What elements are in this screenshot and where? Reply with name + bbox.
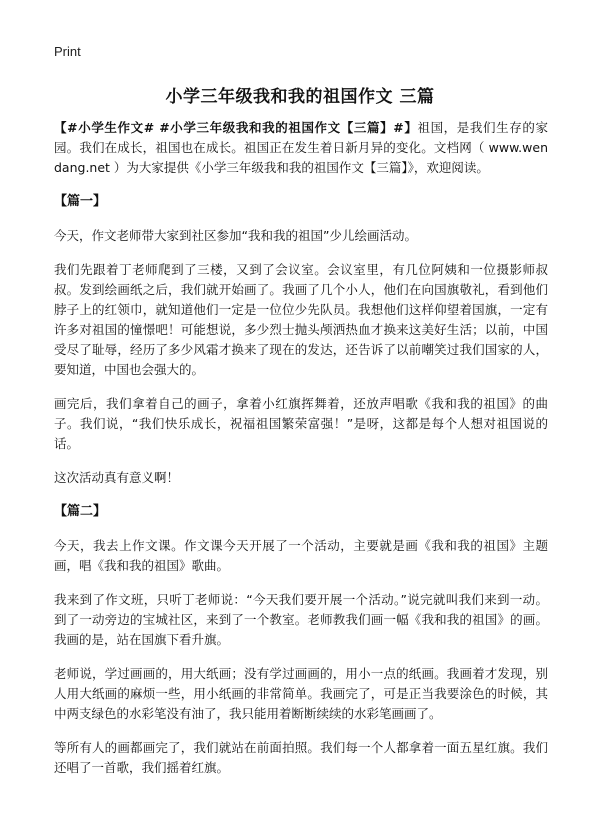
paragraph: 等所有人的画都画完了，我们就站在前面拍照。我们每一个人都拿着一面五星红旗。我们还唱了一首歌，我们摇着红旗。 [54,740,548,775]
article-body [54,118,548,792]
print-link[interactable]: Print [54,44,81,59]
section-heading-2: 【篇二】 [54,504,107,519]
paragraph: 今天，作文老师带大家到社区参加“我和我的祖国”少儿绘画活动。 [54,228,417,243]
intro-text: 祖国，是我们生存的家园。我们在成长，祖国也在成长。祖国正在发生着日新月异的变化。文档网（ www.wendang.net ）为大家提供《小学三年级我和我的祖国作文【三篇】》，欢迎阅读。 [54,120,548,175]
paragraph: 我来到了作文班，只听丁老师说：“今天我们要开展一个活动。”说完就叫我们来到一动。到了一动旁边的宝城社区，来到了一个教室。老师教我们画一幅《我和我的祖国》的画。我画的是，站在国旗下看升旗。 [54,592,548,647]
page-title: 小学三年级我和我的祖国作文 三篇 [165,87,435,107]
section-heading-1: 【篇一】 [54,194,107,209]
intro-tags: 【#小学生作文# #小学三年级我和我的祖国作文【三篇】#】 [54,120,418,135]
paragraph: 今天，我去上作文课。作文课今天开展了一个活动，主要就是画《我和我的祖国》主题画，唱《我和我的祖国》歌曲。 [54,538,548,573]
paragraph: 我们先跟着丁老师爬到了三楼，又到了会议室。会议室里，有几位阿姨和一位摄影师叔叔。发到绘画纸之后，我们就开始画了。我画了几个小人，他们在向国旗敬礼，看到他们脖子上的红领巾，就知道他们一定是一位位少先队员。我想他们这样仰望着国旗，一定有许多对祖国的憧憬吧！可能想说，多少烈士抛头颅洒热血才换来这美好生活；以前，中国受尽了耻辱，经历了多少风霜才换来了现在的发达，还告诉了以前嘲笑过我们国家的人，要知道，中国也会强大的。 [54,262,548,377]
intro-paragraph [54,118,548,178]
paragraph: 画完后，我们拿着自己的画子，拿着小红旗挥舞着，还放声唱歌《我和我的祖国》的曲子。我们说，“我们快乐成长，祝福祖国繁荣富强！”是呀，这都是每个人想对祖国说的话。 [54,396,548,451]
paragraph: 老师说，学过画画的，用大纸画；没有学过画画的，用小一点的纸画。我画着才发现，别人用大纸画的麻烦一些，用小纸画的非常简单。我画完了，可是正当我要涂色的时候，其中两支绿色的水彩笔没有油了，我只能用着断断续续的水彩笔画画了。 [54,666,548,721]
paragraph: 这次活动真有意义啊！ [54,470,180,485]
